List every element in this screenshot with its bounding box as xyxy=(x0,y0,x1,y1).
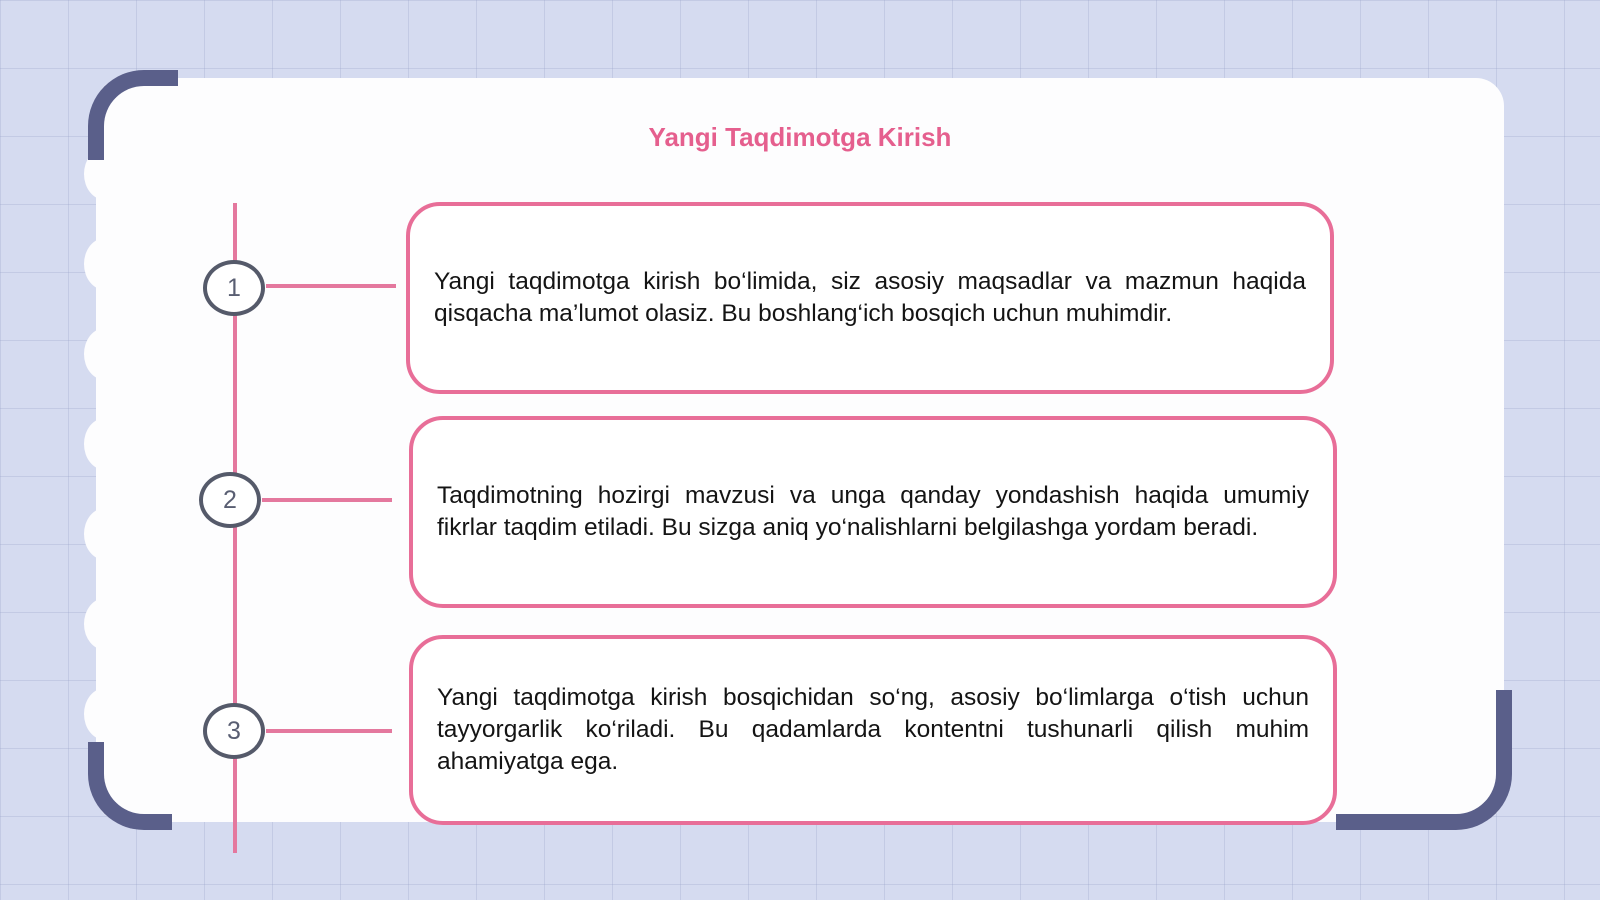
step-box-1 xyxy=(406,202,1334,394)
step-number-1: 1 xyxy=(203,260,265,316)
step-box-2 xyxy=(409,416,1337,608)
paper-scallop xyxy=(84,688,126,740)
step-text-1: Yangi taqdimotga kirish bo‘limida, siz asosiy maqsadlar va mazmun haqida qisqacha ma’lumot olasiz. Bu boshlang‘ich bosqich uchun muhimdir. xyxy=(434,268,1306,327)
paper-scallop xyxy=(84,418,126,470)
step-text-3: Yangi taqdimotga kirish bosqichidan so‘ng, asosiy bo‘limlarga o‘tish uchun tayyorgarlik ko‘riladi. Bu qadamlarda kontentni tushunarli qilish muhim ahamiyatga ega. xyxy=(437,684,1309,775)
step-box-3 xyxy=(409,635,1337,825)
frame-corner-bottom-left xyxy=(88,742,172,830)
step-text-2: Taqdimotning hozirgi mavzusi va unga qanday yondashish haqida umumiy fikrlar taqdim etiladi. Bu sizga aniq yo‘nalishlarni belgilashga yordam beradi. xyxy=(437,482,1309,541)
paper-scallop xyxy=(84,598,126,650)
paper-scallop xyxy=(84,328,126,380)
paper-scallop xyxy=(84,238,126,290)
step-connector-3 xyxy=(266,729,392,733)
step-number-3: 3 xyxy=(203,703,265,759)
frame-corner-bottom-right xyxy=(1336,690,1512,830)
paper-scallop xyxy=(84,508,126,560)
step-connector-2 xyxy=(262,498,392,502)
step-connector-1 xyxy=(266,284,396,288)
slide-title: Yangi Taqdimotga Kirish xyxy=(648,122,952,152)
step-number-2: 2 xyxy=(199,472,261,528)
